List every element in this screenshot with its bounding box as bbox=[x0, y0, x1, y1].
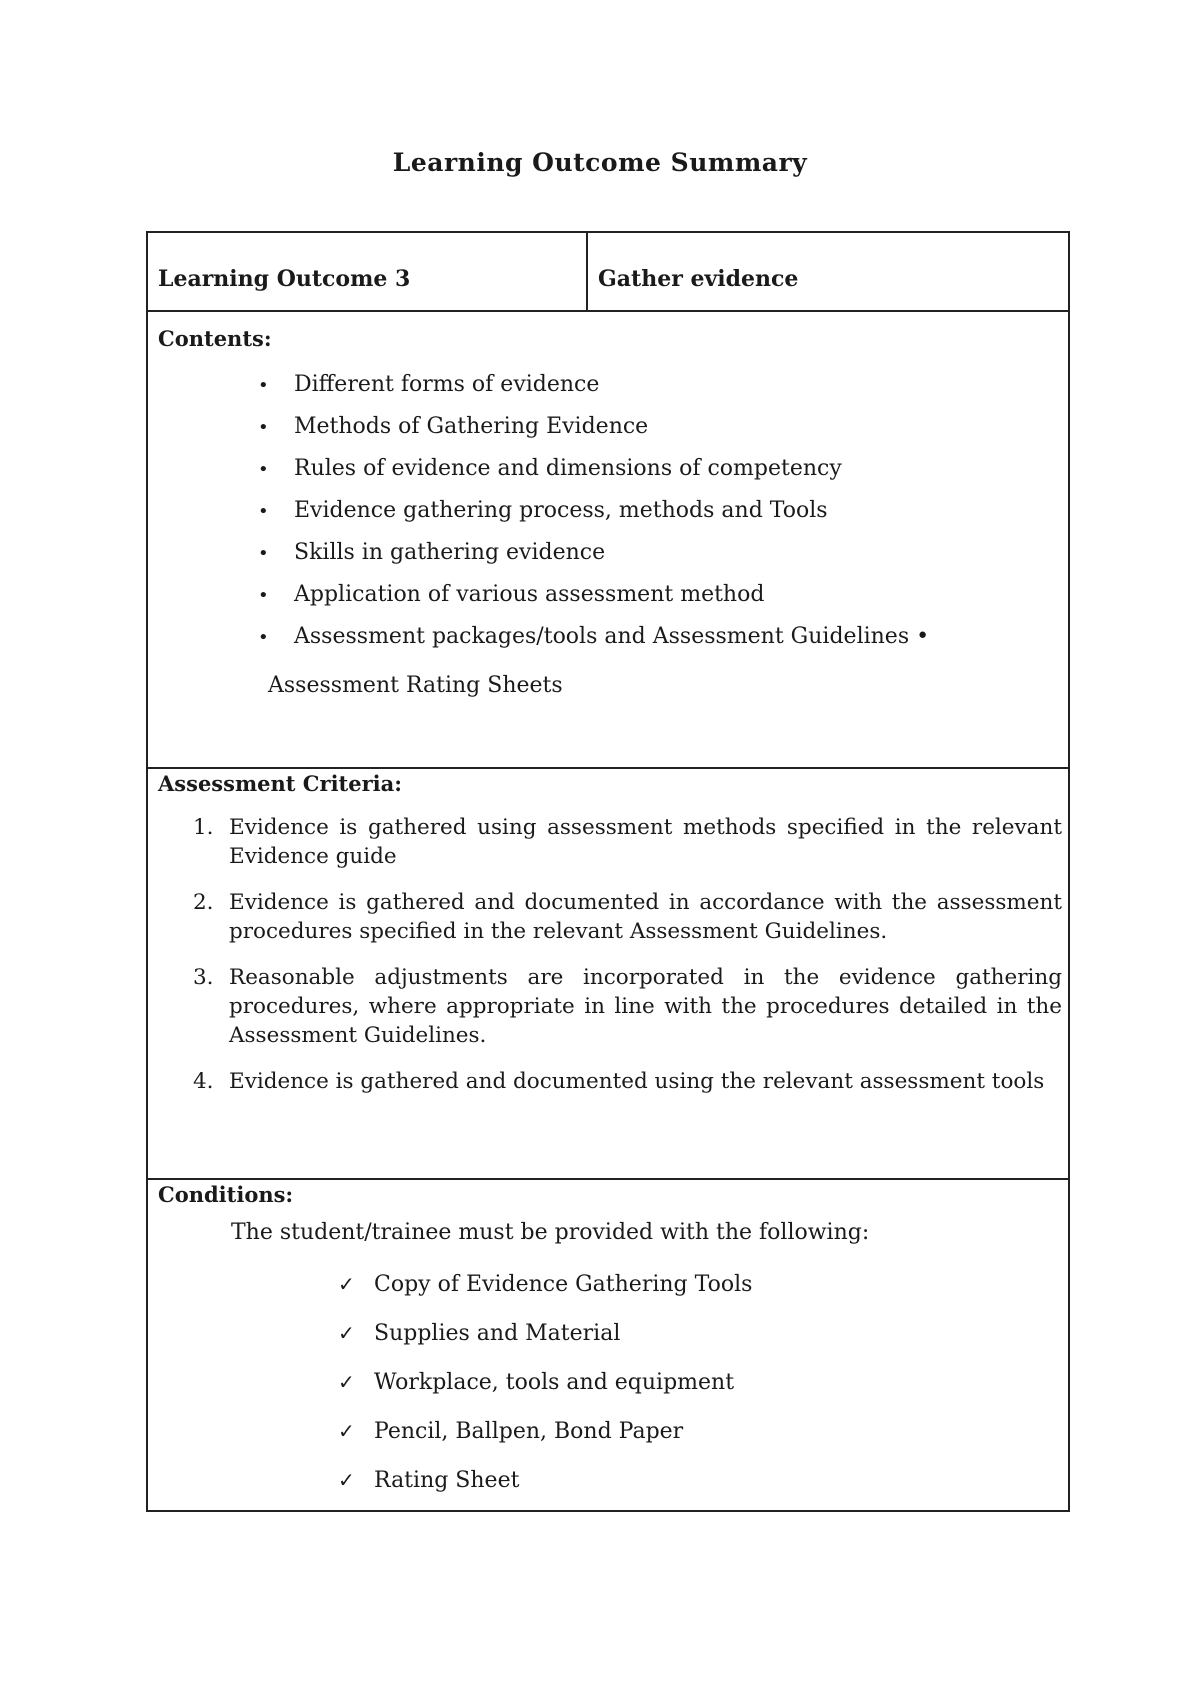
criteria-text: Evidence is gathered using assessment methods specified in the relevant Evidence guide bbox=[229, 815, 1062, 869]
list-item: ✓ Pencil, Ballpen, Bond Paper bbox=[338, 1407, 752, 1456]
criteria-label: Assessment Criteria: bbox=[158, 771, 403, 796]
outcome-label: Learning Outcome 3 bbox=[158, 266, 411, 292]
conditions-list bbox=[338, 1260, 752, 1505]
criteria-list bbox=[193, 813, 1062, 1113]
bullet-icon: • bbox=[258, 627, 269, 648]
outcome-title-cell bbox=[588, 233, 1068, 310]
outcome-title: Gather evidence bbox=[598, 266, 799, 292]
page-title: Learning Outcome Summary bbox=[392, 148, 808, 177]
assessment-criteria-section bbox=[148, 769, 1068, 1180]
bullet-icon: • bbox=[258, 543, 269, 564]
outcome-header-row bbox=[148, 233, 1068, 312]
conditions-intro: The student/trainee must be provided with the following: bbox=[231, 1220, 870, 1245]
criteria-item bbox=[193, 963, 1062, 1050]
criteria-text: Reasonable adjustments are incorporated in the evidence gathering procedures, where appropriate in line with the procedures detailed in the Assessment Guidelines. bbox=[229, 965, 1062, 1048]
outcome-label-cell bbox=[148, 233, 588, 310]
criteria-number: 3. bbox=[193, 965, 214, 990]
list-item: ✓ Workplace, tools and equipment bbox=[338, 1358, 752, 1407]
list-item: ✓ Supplies and Material bbox=[338, 1309, 752, 1358]
criteria-number: 1. bbox=[193, 815, 214, 840]
criteria-text: Evidence is gathered and documented using the relevant assessment tools bbox=[229, 1069, 1045, 1094]
learning-outcome-table bbox=[146, 231, 1070, 1512]
contents-label: Contents: bbox=[158, 326, 272, 351]
list-item: • Evidence gathering process, methods and Tools bbox=[258, 490, 929, 532]
checkmark-icon: ✓ bbox=[338, 1370, 355, 1394]
checkmark-icon: ✓ bbox=[338, 1419, 355, 1443]
criteria-number: 2. bbox=[193, 890, 214, 915]
bullet-icon: • bbox=[258, 417, 269, 438]
bullet-icon: • bbox=[258, 501, 269, 522]
criteria-item bbox=[193, 1067, 1062, 1096]
list-item: • Skills in gathering evidence bbox=[258, 532, 929, 574]
conditions-section bbox=[148, 1180, 1068, 1510]
criteria-item bbox=[193, 813, 1062, 871]
checkmark-icon: ✓ bbox=[338, 1272, 355, 1296]
conditions-label: Conditions: bbox=[158, 1182, 294, 1207]
list-item: • Different forms of evidence bbox=[258, 364, 929, 406]
bullet-icon: • bbox=[258, 375, 269, 396]
criteria-item bbox=[193, 888, 1062, 946]
contents-section bbox=[148, 312, 1068, 769]
list-item: • Methods of Gathering Evidence bbox=[258, 406, 929, 448]
criteria-text: Evidence is gathered and documented in accordance with the assessment procedures specified in the relevant Assessment Guidelines. bbox=[229, 890, 1062, 944]
list-item: • Rules of evidence and dimensions of competency bbox=[258, 448, 929, 490]
criteria-number: 4. bbox=[193, 1069, 214, 1094]
list-item: ✓ Rating Sheet bbox=[338, 1456, 752, 1505]
contents-trailing-line: Assessment Rating Sheets bbox=[268, 673, 563, 698]
list-item: ✓ Copy of Evidence Gathering Tools bbox=[338, 1260, 752, 1309]
bullet-icon: • bbox=[258, 585, 269, 606]
contents-list bbox=[258, 364, 929, 658]
checkmark-icon: ✓ bbox=[338, 1321, 355, 1345]
bullet-icon: • bbox=[258, 459, 269, 480]
list-item: • Assessment packages/tools and Assessment Guidelines • bbox=[258, 616, 929, 658]
list-item: • Application of various assessment method bbox=[258, 574, 929, 616]
checkmark-icon: ✓ bbox=[338, 1468, 355, 1492]
